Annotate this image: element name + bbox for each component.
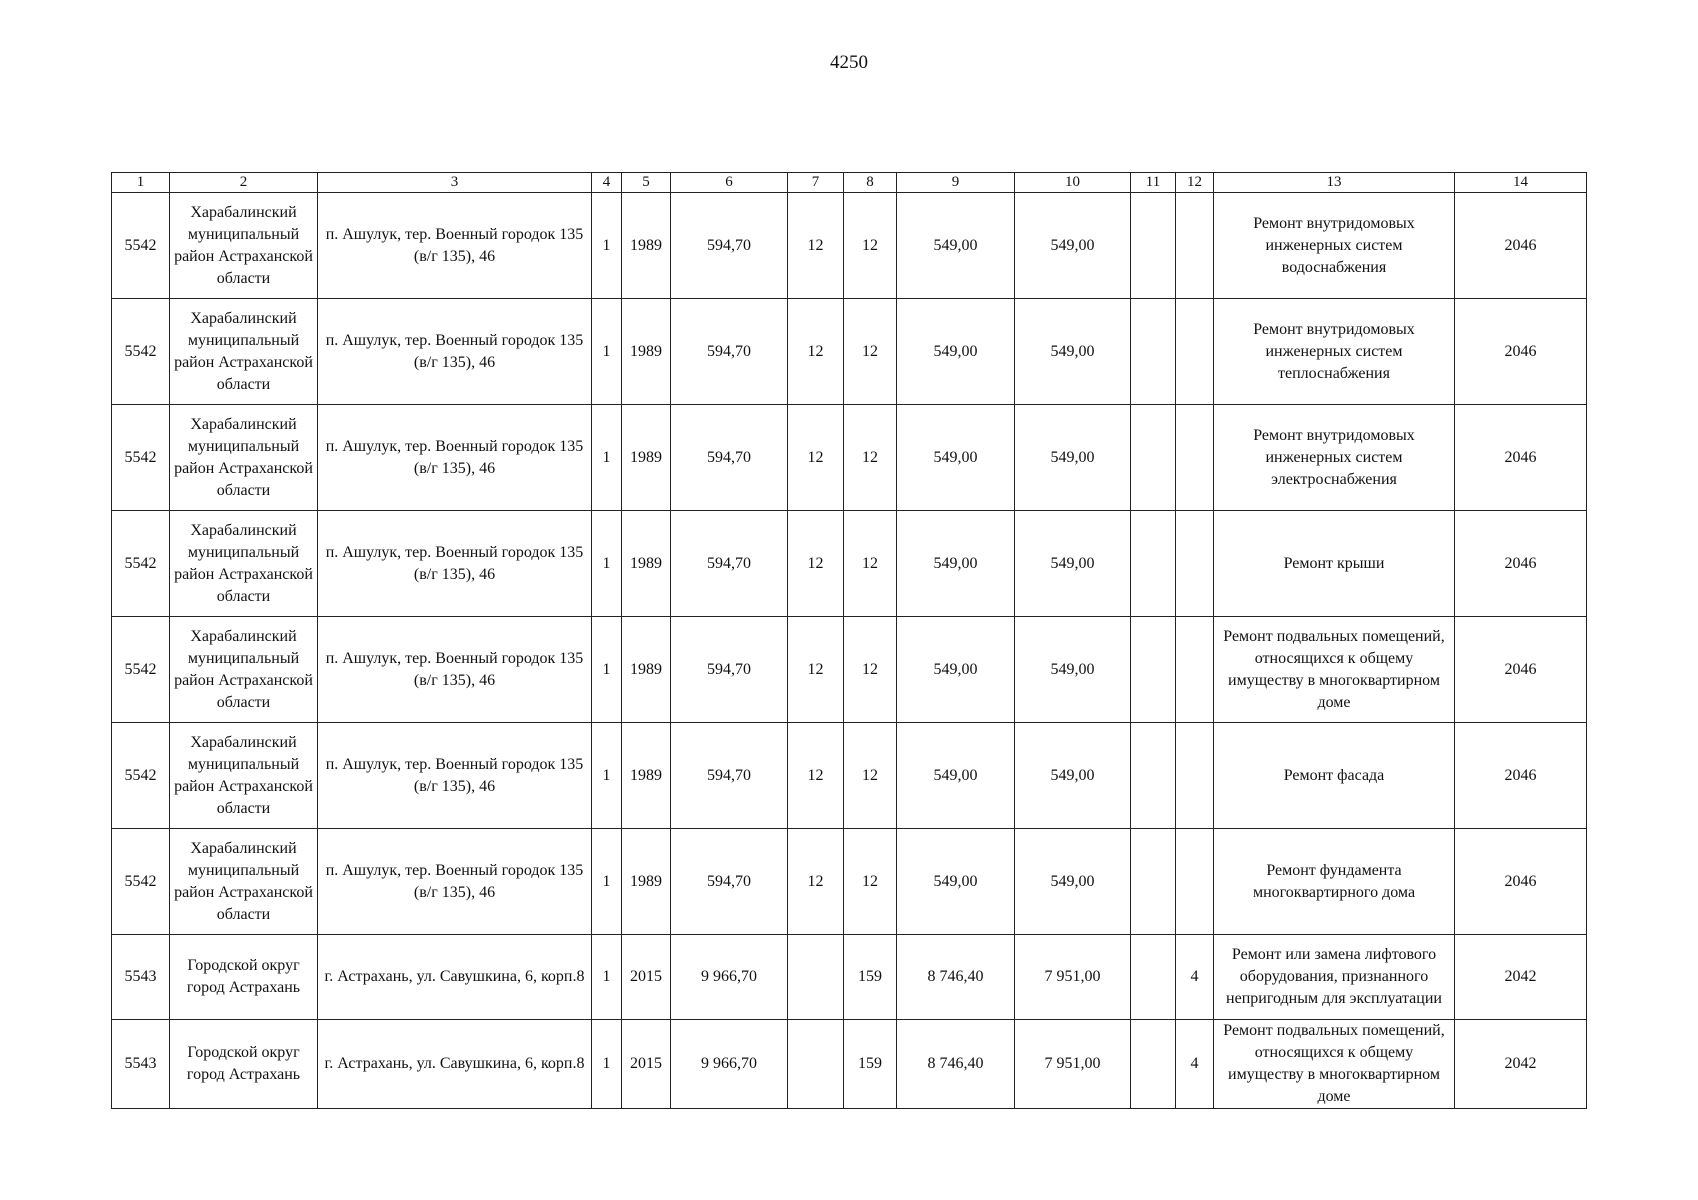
header-cell-12: 12 <box>1176 173 1214 193</box>
cell-col7: 12 <box>788 193 844 299</box>
cell-col10: 549,00 <box>1015 193 1131 299</box>
cell-col11 <box>1131 723 1176 829</box>
table-row <box>112 935 1587 1020</box>
cell-col4: 1 <box>592 829 622 935</box>
cell-municipality: Харабалинский муниципальный район Астраханской области <box>170 299 318 405</box>
cell-id: 5542 <box>112 299 170 405</box>
cell-col10: 549,00 <box>1015 511 1131 617</box>
table-row <box>112 511 1587 617</box>
cell-year: 2015 <box>622 935 671 1020</box>
cell-col10: 7 951,00 <box>1015 1020 1131 1109</box>
header-cell-13: 13 <box>1214 173 1455 193</box>
cell-col4: 1 <box>592 1020 622 1109</box>
cell-address: п. Ашулук, тер. Военный городок 135 (в/г 135), 46 <box>318 299 592 405</box>
cell-col8: 12 <box>844 405 897 511</box>
cell-col7: 12 <box>788 723 844 829</box>
cell-year: 1989 <box>622 193 671 299</box>
cell-col6: 594,70 <box>671 193 788 299</box>
cell-col8: 159 <box>844 1020 897 1109</box>
cell-period: 2046 <box>1455 193 1587 299</box>
cell-col9: 549,00 <box>897 405 1015 511</box>
cell-municipality: Харабалинский муниципальный район Астраханской области <box>170 829 318 935</box>
cell-col10: 549,00 <box>1015 829 1131 935</box>
cell-col6: 9 966,70 <box>671 1020 788 1109</box>
cell-year: 1989 <box>622 829 671 935</box>
table-row <box>112 1020 1587 1109</box>
cell-period: 2042 <box>1455 1020 1587 1109</box>
cell-work-type: Ремонт внутридомовых инженерных систем электроснабжения <box>1214 405 1455 511</box>
cell-col7: 12 <box>788 829 844 935</box>
table-row <box>112 299 1587 405</box>
cell-col4: 1 <box>592 405 622 511</box>
cell-col8: 159 <box>844 935 897 1020</box>
cell-address: п. Ашулук, тер. Военный городок 135 (в/г 135), 46 <box>318 617 592 723</box>
header-cell-10: 10 <box>1015 173 1131 193</box>
cell-col7: 12 <box>788 617 844 723</box>
page-number: 4250 <box>830 52 868 73</box>
cell-col9: 549,00 <box>897 193 1015 299</box>
header-cell-1: 1 <box>112 173 170 193</box>
table-row <box>112 405 1587 511</box>
cell-id: 5542 <box>112 723 170 829</box>
cell-work-type: Ремонт или замена лифтового оборудования, признанного непригодным для эксплуатации <box>1214 935 1455 1020</box>
cell-col10: 549,00 <box>1015 617 1131 723</box>
cell-col10: 7 951,00 <box>1015 935 1131 1020</box>
cell-col4: 1 <box>592 511 622 617</box>
table-row <box>112 723 1587 829</box>
cell-col4: 1 <box>592 299 622 405</box>
cell-municipality: Харабалинский муниципальный район Астраханской области <box>170 193 318 299</box>
header-cell-4: 4 <box>592 173 622 193</box>
cell-id: 5543 <box>112 1020 170 1109</box>
cell-municipality: Харабалинский муниципальный район Астраханской области <box>170 511 318 617</box>
cell-col11 <box>1131 193 1176 299</box>
cell-col4: 1 <box>592 193 622 299</box>
header-cell-8: 8 <box>844 173 897 193</box>
cell-year: 1989 <box>622 405 671 511</box>
cell-col10: 549,00 <box>1015 723 1131 829</box>
cell-col12 <box>1176 829 1214 935</box>
cell-work-type: Ремонт фундамента многоквартирного дома <box>1214 829 1455 935</box>
cell-year: 2015 <box>622 1020 671 1109</box>
cell-col12 <box>1176 193 1214 299</box>
table-row <box>112 829 1587 935</box>
table-row <box>112 617 1587 723</box>
cell-col9: 549,00 <box>897 511 1015 617</box>
cell-work-type: Ремонт внутридомовых инженерных систем водоснабжения <box>1214 193 1455 299</box>
cell-col11 <box>1131 1020 1176 1109</box>
cell-address: п. Ашулук, тер. Военный городок 135 (в/г 135), 46 <box>318 829 592 935</box>
cell-work-type: Ремонт подвальных помещений, относящихся к общему имуществу в многоквартирном доме <box>1214 1020 1455 1109</box>
cell-address: п. Ашулук, тер. Военный городок 135 (в/г 135), 46 <box>318 193 592 299</box>
header-cell-3: 3 <box>318 173 592 193</box>
cell-id: 5543 <box>112 935 170 1020</box>
header-cell-9: 9 <box>897 173 1015 193</box>
cell-work-type: Ремонт крыши <box>1214 511 1455 617</box>
cell-id: 5542 <box>112 193 170 299</box>
cell-period: 2042 <box>1455 935 1587 1020</box>
cell-col9: 549,00 <box>897 617 1015 723</box>
cell-col8: 12 <box>844 829 897 935</box>
header-cell-6: 6 <box>671 173 788 193</box>
cell-col12 <box>1176 405 1214 511</box>
cell-col7: 12 <box>788 405 844 511</box>
cell-id: 5542 <box>112 829 170 935</box>
cell-address: п. Ашулук, тер. Военный городок 135 (в/г 135), 46 <box>318 511 592 617</box>
cell-year: 1989 <box>622 511 671 617</box>
cell-col6: 594,70 <box>671 617 788 723</box>
cell-work-type: Ремонт фасада <box>1214 723 1455 829</box>
cell-col12: 4 <box>1176 935 1214 1020</box>
cell-col11 <box>1131 617 1176 723</box>
header-cell-14: 14 <box>1455 173 1587 193</box>
cell-col6: 9 966,70 <box>671 935 788 1020</box>
cell-period: 2046 <box>1455 299 1587 405</box>
cell-municipality: Харабалинский муниципальный район Астраханской области <box>170 617 318 723</box>
header-cell-7: 7 <box>788 173 844 193</box>
cell-col6: 594,70 <box>671 405 788 511</box>
cell-col6: 594,70 <box>671 511 788 617</box>
cell-col8: 12 <box>844 511 897 617</box>
cell-col9: 549,00 <box>897 723 1015 829</box>
cell-col9: 549,00 <box>897 299 1015 405</box>
cell-col4: 1 <box>592 617 622 723</box>
cell-id: 5542 <box>112 617 170 723</box>
cell-period: 2046 <box>1455 829 1587 935</box>
table-row <box>112 193 1587 299</box>
cell-col12 <box>1176 299 1214 405</box>
cell-address: г. Астрахань, ул. Савушкина, 6, корп.8 <box>318 1020 592 1109</box>
cell-col8: 12 <box>844 193 897 299</box>
header-cell-11: 11 <box>1131 173 1176 193</box>
cell-address: п. Ашулук, тер. Военный городок 135 (в/г 135), 46 <box>318 723 592 829</box>
cell-col4: 1 <box>592 723 622 829</box>
cell-col12: 4 <box>1176 1020 1214 1109</box>
cell-work-type: Ремонт внутридомовых инженерных систем теплоснабжения <box>1214 299 1455 405</box>
cell-col12 <box>1176 511 1214 617</box>
cell-period: 2046 <box>1455 617 1587 723</box>
cell-col7: 12 <box>788 299 844 405</box>
cell-col8: 12 <box>844 617 897 723</box>
cell-col7: 12 <box>788 511 844 617</box>
cell-col9: 8 746,40 <box>897 935 1015 1020</box>
cell-municipality: Харабалинский муниципальный район Астраханской области <box>170 723 318 829</box>
cell-col7 <box>788 935 844 1020</box>
cell-address: п. Ашулук, тер. Военный городок 135 (в/г 135), 46 <box>318 405 592 511</box>
cell-period: 2046 <box>1455 405 1587 511</box>
cell-col8: 12 <box>844 723 897 829</box>
cell-municipality: Городской округ город Астрахань <box>170 1020 318 1109</box>
column-number-header-row <box>112 173 1587 193</box>
cell-col10: 549,00 <box>1015 299 1131 405</box>
cell-col11 <box>1131 405 1176 511</box>
cell-col11 <box>1131 935 1176 1020</box>
cell-id: 5542 <box>112 405 170 511</box>
cell-period: 2046 <box>1455 511 1587 617</box>
cell-col10: 549,00 <box>1015 405 1131 511</box>
header-cell-5: 5 <box>622 173 671 193</box>
cell-col4: 1 <box>592 935 622 1020</box>
cell-period: 2046 <box>1455 723 1587 829</box>
cell-col7 <box>788 1020 844 1109</box>
cell-col11 <box>1131 829 1176 935</box>
cell-col6: 594,70 <box>671 723 788 829</box>
cell-work-type: Ремонт подвальных помещений, относящихся к общему имуществу в многоквартирном доме <box>1214 617 1455 723</box>
cell-year: 1989 <box>622 299 671 405</box>
cell-municipality: Харабалинский муниципальный район Астраханской области <box>170 405 318 511</box>
cell-col6: 594,70 <box>671 299 788 405</box>
cell-col12 <box>1176 617 1214 723</box>
cell-year: 1989 <box>622 617 671 723</box>
cell-col11 <box>1131 299 1176 405</box>
cell-col11 <box>1131 511 1176 617</box>
header-cell-2: 2 <box>170 173 318 193</box>
cell-year: 1989 <box>622 723 671 829</box>
cell-col8: 12 <box>844 299 897 405</box>
cell-col6: 594,70 <box>671 829 788 935</box>
cell-municipality: Городской округ город Астрахань <box>170 935 318 1020</box>
cell-col12 <box>1176 723 1214 829</box>
cell-address: г. Астрахань, ул. Савушкина, 6, корп.8 <box>318 935 592 1020</box>
cell-id: 5542 <box>112 511 170 617</box>
register-table <box>111 172 1587 1109</box>
cell-col9: 8 746,40 <box>897 1020 1015 1109</box>
cell-col9: 549,00 <box>897 829 1015 935</box>
